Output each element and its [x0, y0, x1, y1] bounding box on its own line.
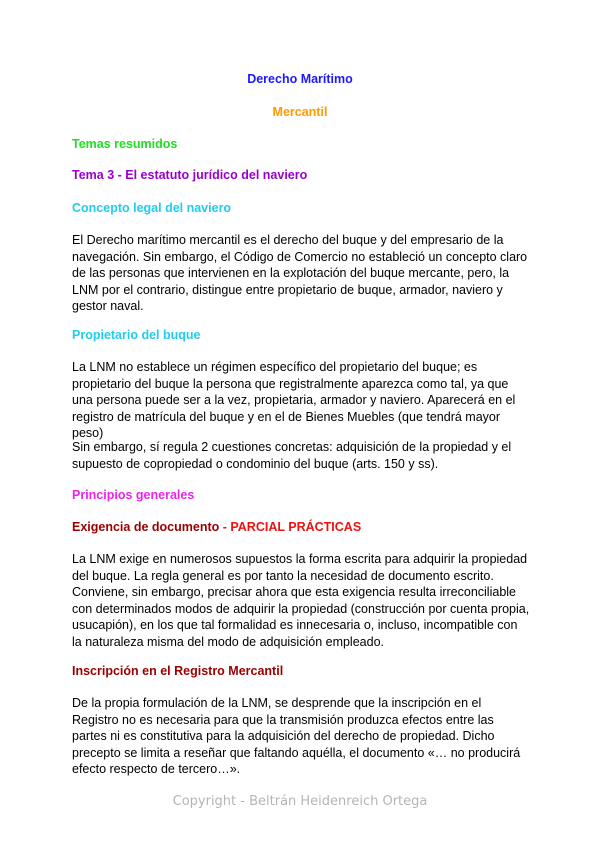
tema3-heading: Tema 3 - El estatuto jurídico del naviero — [72, 168, 308, 182]
propietario-heading: Propietario del buque — [72, 328, 201, 342]
temas-heading: Temas resumidos — [72, 137, 178, 151]
exigencia-heading-line — [72, 520, 361, 534]
concepto-heading: Concepto legal del naviero — [72, 201, 232, 215]
exigencia-paragraph: La LNM exige en numerosos supuestos la forma escrita para adquirir la propiedad del buque. La regla general es por tanto la necesidad de documento escrito. Conviene, sin embargo, precisar ahora que esta exigencia resulta irreconciliable con determinados modos de adquirir la propiedad (construcción por cuenta propia, usucapión), en los que tal formalidad es innecesaria o, incluso, incompatible con la naturaleza misma del modo de adquisición empleado. — [72, 552, 530, 649]
exigencia-heading: Exigencia de documento — [72, 520, 220, 534]
copyright-footer: Copyright - Beltrán Heidenreich Ortega — [172, 794, 428, 809]
principios-heading: Principios generales — [72, 488, 195, 502]
document-title: Derecho Marítimo — [247, 72, 353, 86]
concepto-paragraph: El Derecho marítimo mercantil es el derecho del buque y del empresario de la navegación. Sin embargo, el Código de Comercio no estableció un concepto claro de las personas que intervienen en la explotación del buque mercante, pero, la LNM por el contrario, distingue entre propietario de buque, armador, naviero y gestor naval. — [72, 233, 528, 313]
parcial-practicas-tag: - PARCIAL PRÁCTICAS — [219, 520, 362, 534]
inscripcion-heading: Inscripción en el Registro Mercantil — [72, 664, 284, 678]
document-subtitle: Mercantil — [272, 105, 328, 119]
inscripcion-paragraph: De la propia formulación de la LNM, se desprende que la inscripción en el Registro no es necesaria para que la transmisión produzca efectos entre las partes ni es constitutiva para la adquisición del derecho de propiedad. Dicho precepto se limita a reseñar que faltando aquélla, el documento «… no producirá efecto respecto de tercero…». — [72, 696, 521, 776]
propietario-paragraph-2: Sin embargo, sí regula 2 cuestiones concretas: adquisición de la propiedad y el supuesto de copropiedad o condominio del buque (arts. 150 y ss). — [72, 440, 512, 471]
propietario-paragraph-1: La LNM no establece un régimen específico del propietario del buque; es propietario del buque la persona que registralmente aparezca como tal, ya que una persona puede ser a la vez, propietaria, armador y naviero. Aparecerá en el registro de matrícula del buque y en el de Bienes Muebles (que tendrá mayor peso) — [72, 360, 516, 440]
